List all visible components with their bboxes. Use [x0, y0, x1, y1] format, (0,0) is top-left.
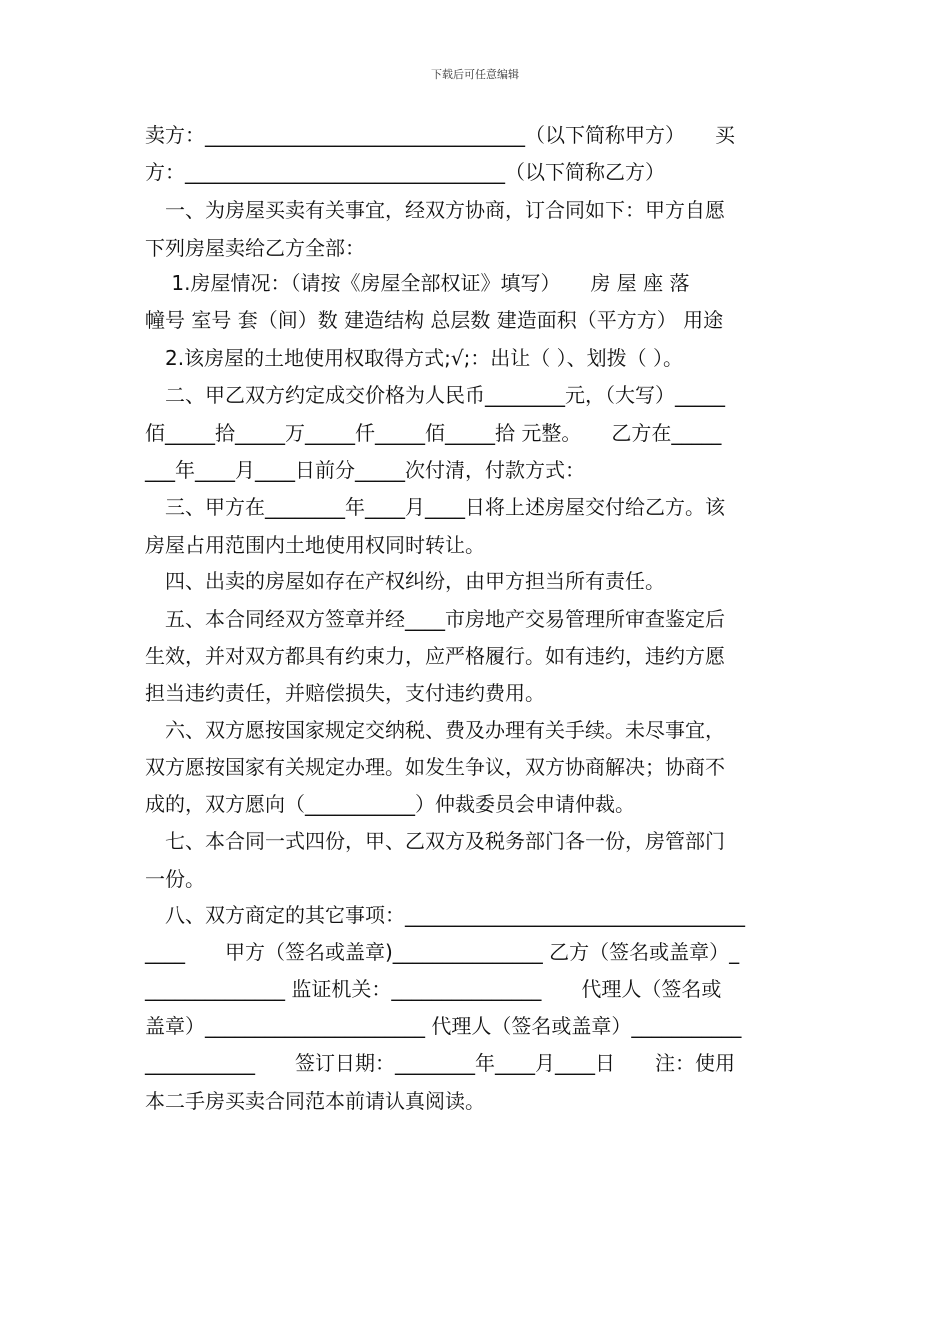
- text-line: ___________ 签订日期：________年____月____日 注：使用: [145, 1051, 735, 1075]
- text-line: 二、甲乙双方约定成交价格为人民币________元，（大写）_____: [145, 383, 725, 407]
- text-line: 六、双方愿按国家规定交纳税、费及办理有关手续。未尽事宜，: [145, 718, 725, 742]
- text-line: 卖方：________________________________（以下简称甲方） 买: [145, 123, 735, 147]
- text-line: 2.该房屋的土地使用权取得方式;√;：出让（ ）、划拨（ ）。: [145, 346, 684, 370]
- text-line: ______________ 监证机关：_______________ 代理人（签名或: [145, 977, 722, 1001]
- page-header: 下载后可任意编辑: [431, 68, 519, 81]
- text-line: 担当违约责任，并赔偿损失，支付违约费用。: [145, 681, 545, 705]
- text-line: 幢号 室号 套（间）数 建造结构 总层数 建造面积（平方方） 用途: [145, 308, 724, 332]
- text-line: ____ 甲方（签名或盖章)_______________ 乙方（签名或盖章）_: [145, 940, 740, 964]
- text-line: 三、甲方在________年____月____日将上述房屋交付给乙方。该: [145, 495, 725, 519]
- text-line: 七、本合同一式四份，甲、乙双方及税务部门各一份，房管部门: [145, 829, 725, 853]
- text-line: 八、双方商定的其它事项：__________________________________: [145, 903, 745, 927]
- text-line: 佰_____拾_____万_____仟_____佰_____拾 元整。 乙方在_____: [145, 421, 722, 445]
- text-line: ___年____月____日前分_____次付清，付款方式：: [145, 458, 585, 482]
- text-line: 成的，双方愿向（___________）仲裁委员会申请仲裁。: [145, 792, 635, 816]
- text-line: 五、本合同经双方签章并经____市房地产交易管理所审查鉴定后: [145, 607, 725, 631]
- text-line: 方：________________________________（以下简称乙方）: [145, 160, 665, 184]
- text-line: 一份。: [145, 867, 205, 891]
- text-line: 下列房屋卖给乙方全部：: [145, 236, 365, 260]
- text-line: 双方愿按国家有关规定办理。如发生争议，双方协商解决；协商不: [145, 755, 725, 779]
- text-line: 盖章）______________________ 代理人（签名或盖章）___________: [145, 1014, 742, 1038]
- text-line: 1.房屋情况：（请按《房屋全部权证》填写） 房 屋 座 落: [145, 271, 690, 295]
- text-line: 一、为房屋买卖有关事宜，经双方协商，订合同如下：甲方自愿: [145, 198, 725, 222]
- text-line: 房屋占用范围内土地使用权同时转让。: [145, 533, 485, 557]
- text-line: 四、出卖的房屋如存在产权纠纷，由甲方担当所有责任。: [145, 569, 665, 593]
- text-line: 本二手房买卖合同范本前请认真阅读。: [145, 1089, 485, 1113]
- text-line: 生效，并对双方都具有约束力，应严格履行。如有违约，违约方愿: [145, 644, 725, 668]
